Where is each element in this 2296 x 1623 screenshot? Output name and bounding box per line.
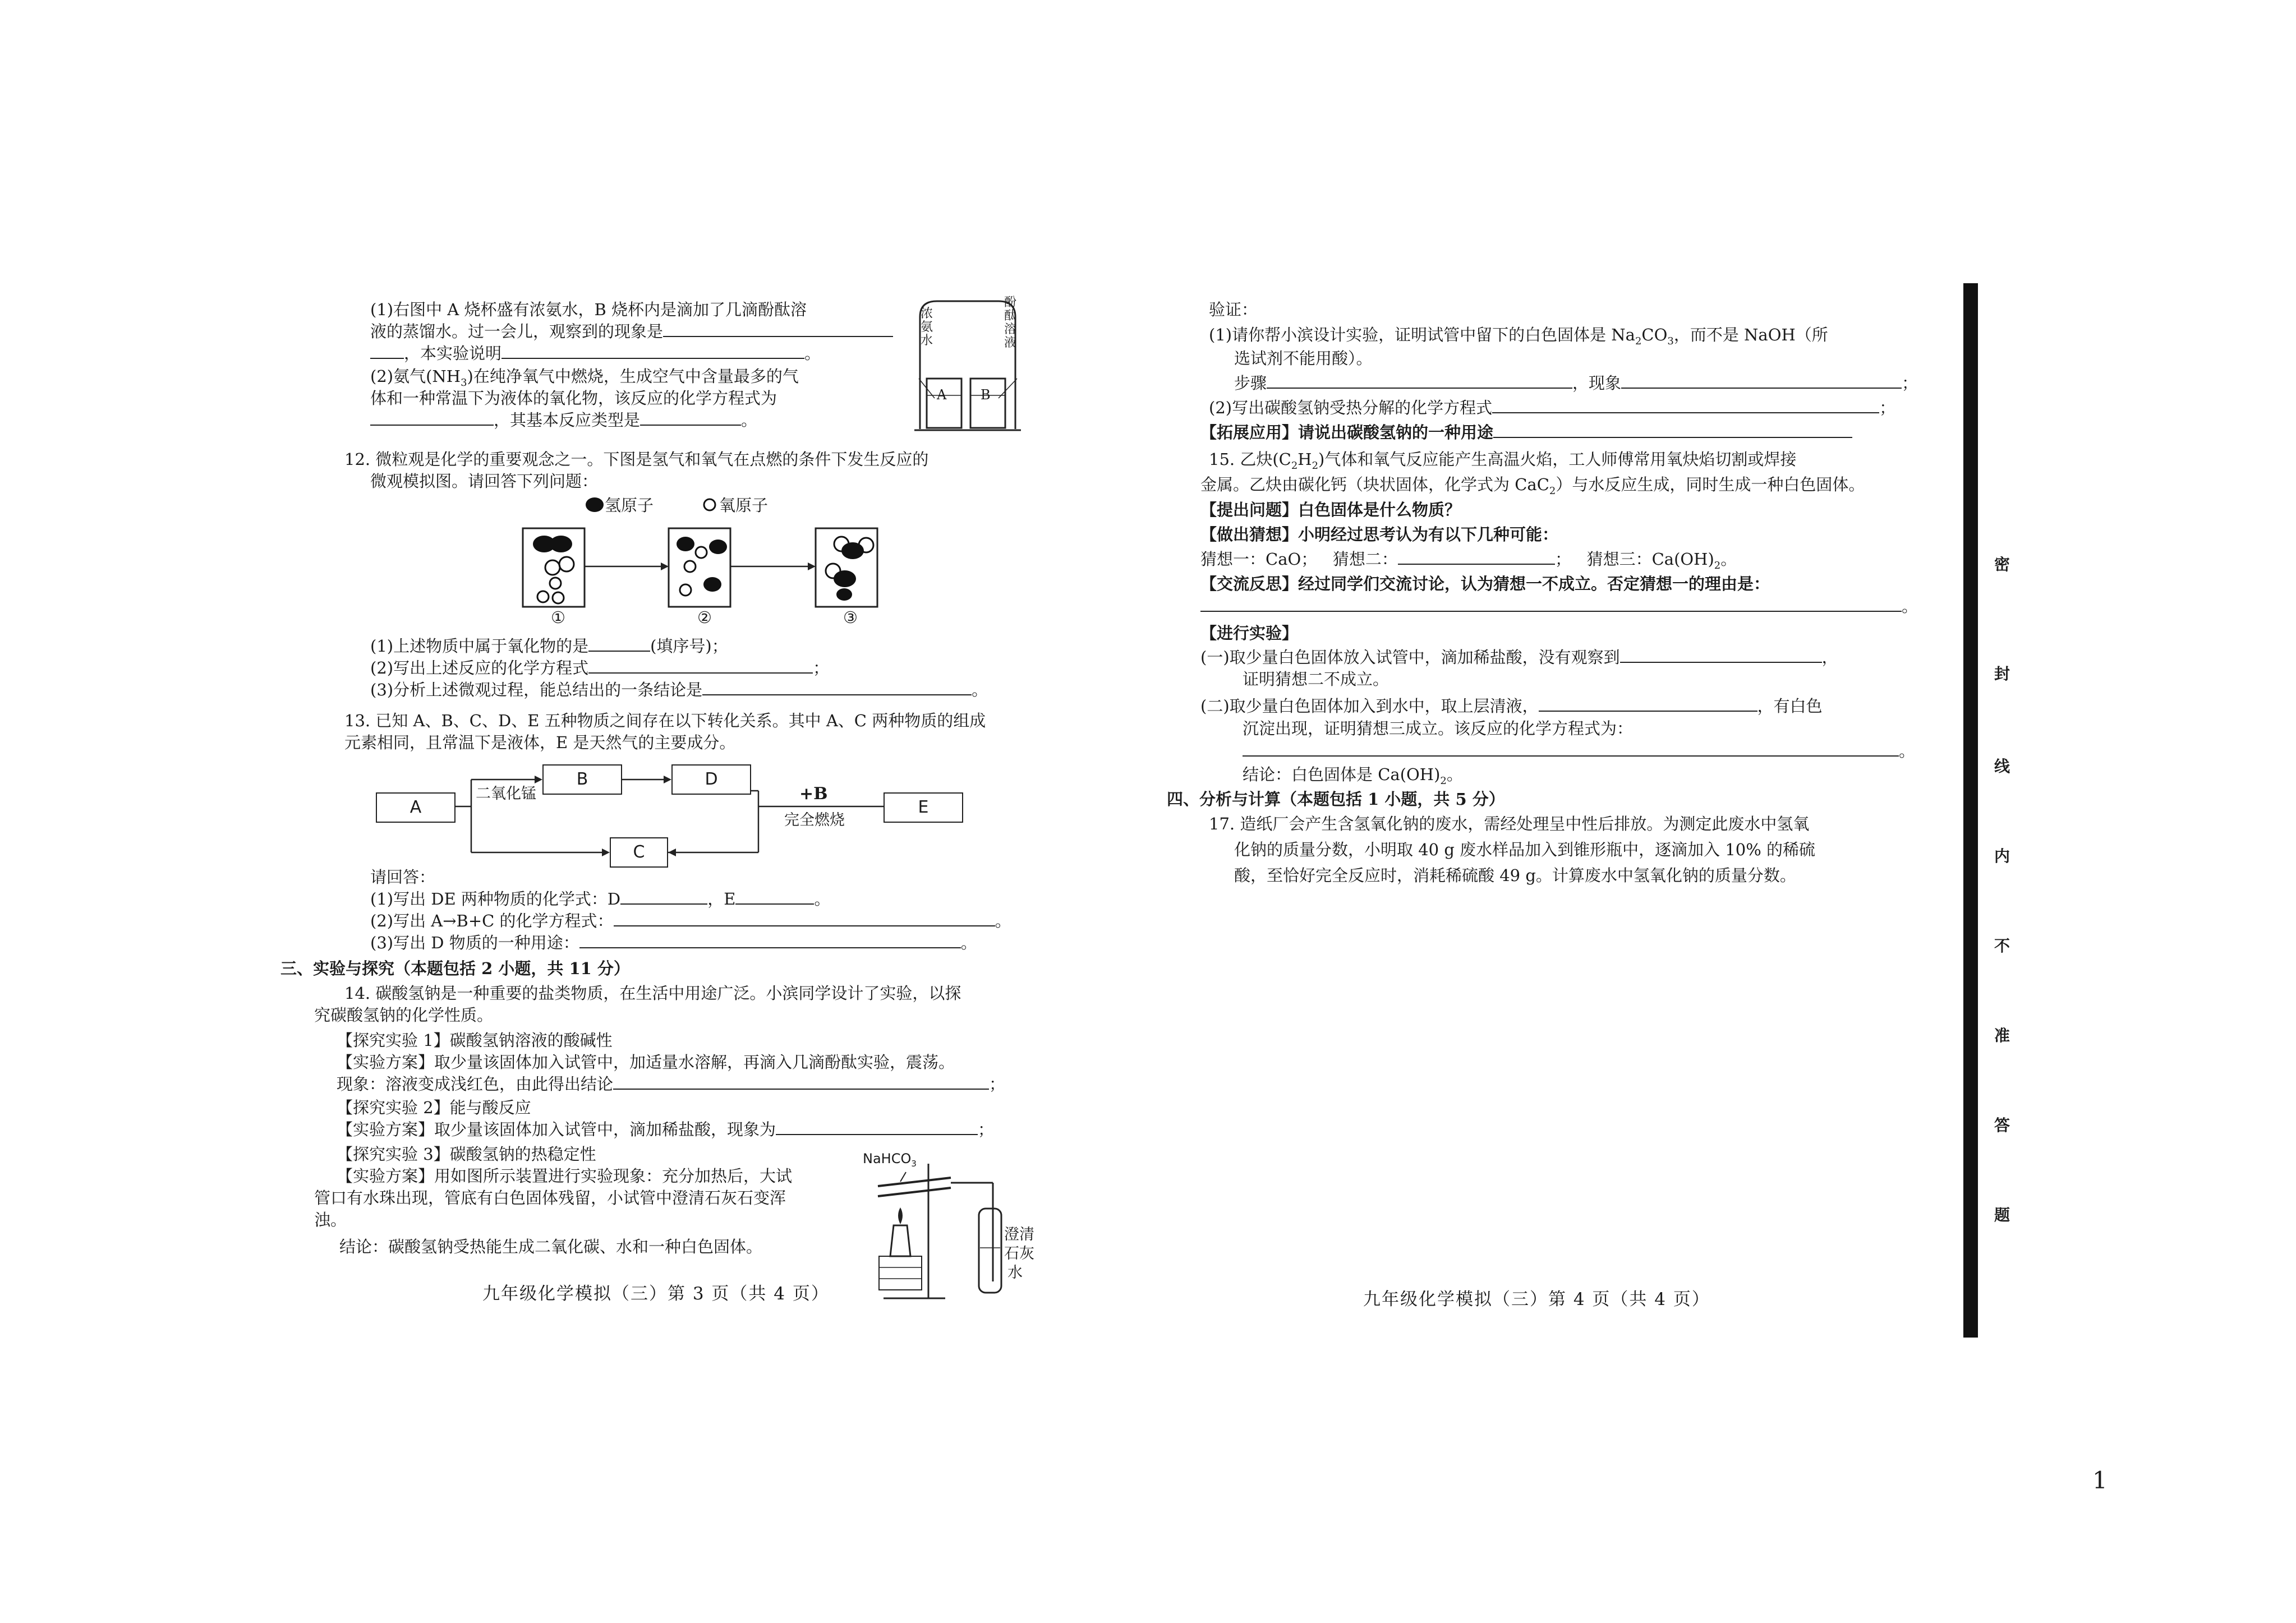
q15-hypothesis: 【做出猜想】小明经过思考认为有以下几种可能：	[1200, 525, 1559, 544]
verify-sub2: (2)写出碳酸氢钠受热分解的化学方程式 ；	[1209, 398, 1896, 417]
verify-sub1-line1: (1)请你帮小滨设计实验，证明试管中留下的白色固体是 $Na_2CO_3$，而不是 NaOH（所	[1209, 325, 1828, 347]
q15-exp2-blank: 。	[1243, 740, 1915, 762]
extension-use: 【拓展应用】请说出碳酸氢钠的一种用途	[1200, 422, 1852, 444]
q11-part1-line2: 液的蒸馏水。过一会儿，观察到的现象是	[370, 321, 893, 343]
diagram-num-2: ②	[697, 608, 712, 627]
box-b: B	[542, 764, 622, 795]
q12-sub3: (3)分析上述微观过程，能总结出的一条结论是 。	[370, 680, 988, 699]
verify-heading: 验证：	[1209, 300, 1258, 319]
q15-exp2-line2: 沉淀出现，证明猜想三成立。该反应的化学方程式为：	[1243, 719, 1634, 738]
q14-exp1-plan: 【实验方案】取少量该固体加入试管中，加适量水溶解，再滴入几滴酚酞实验，震荡。	[337, 1053, 955, 1072]
q14-exp1-title: 【探究实验 1】碳酸氢钠溶液的酸碱性	[337, 1031, 613, 1050]
catalyst-label: 二氧化锰	[476, 785, 536, 803]
q14-exp3-title: 【探究实验 3】碳酸氢钠的热稳定性	[337, 1145, 596, 1164]
verify-sub1-line2: 选试剂不能用酸）。	[1234, 349, 1373, 368]
left-page-footer: 九年级化学模拟（三）第 3 页（共 4 页）	[482, 1284, 830, 1304]
q15-do-experiment: 【进行实验】	[1200, 624, 1299, 643]
q17-line2: 化钠的质量分数，小明取 40 g 废水样品加入到锥形瓶中，逐滴加入 10% 的稀硫	[1234, 840, 1816, 859]
q13-sub2: (2)写出 A→B+C 的化学方程式： 。	[370, 911, 1011, 930]
fig-label-limewater-3: 水	[1007, 1264, 1023, 1281]
fig-label-limewater-1: 澄清	[1004, 1226, 1034, 1243]
q17-line1: 17. 造纸厂会产生含氢氧化钠的废水，需经处理呈中性后排放。为测定此废水中氢氧	[1209, 814, 1810, 833]
fig-label-b: B	[981, 387, 991, 403]
seal-char-2: 封	[1994, 665, 2010, 683]
q14-stem-line1: 14. 碳酸氢钠是一种重要的盐类物质，在生活中用途广泛。小滨同学设计了实验，以探	[344, 984, 961, 1003]
verify-sub1-line3: 步骤 ，现象 ；	[1234, 374, 1918, 393]
q17-line3: 酸，至恰好完全反应时，消耗稀硫酸 49 g。计算废水中氢氧化钠的质量分数。	[1234, 866, 1796, 885]
q15-exp2-line1: (二)取少量白色固体加入到水中，取上层清液， ，有白色	[1200, 697, 1823, 716]
fig-label-phenolphthalein: 酚酞溶液	[1004, 296, 1017, 350]
seal-char-4: 内	[1994, 847, 2010, 865]
page-number: 1	[2092, 1467, 2108, 1494]
burn-label: 完全燃烧	[784, 811, 845, 829]
q14-exp1-result: 现象：溶液变成浅红色，由此得出结论 ；	[337, 1075, 1006, 1094]
q11-part2-line1: (2)氨气$(NH_3)$在纯净氧气中燃烧，生成空气中含量最多的气	[370, 367, 799, 389]
seal-char-8: 题	[1994, 1206, 2010, 1224]
q12-sub2: (2)写出上述反应的化学方程式 ；	[370, 658, 830, 677]
seal-char-1: 密	[1994, 555, 2010, 574]
q15-reflection-blank: 。	[1200, 596, 1918, 617]
seal-bar	[1963, 283, 1978, 1338]
diagram-num-1: ①	[551, 608, 565, 627]
box-e: E	[884, 792, 963, 823]
seal-char-7: 答	[1994, 1116, 2010, 1135]
q12-stem-line2: 微观模拟图。请回答下列问题：	[370, 472, 599, 491]
legend-oxygen: 氧原子	[719, 496, 769, 515]
q15-exp1-line2: 证明猜想二不成立。	[1243, 670, 1389, 689]
fig-label-a: A	[937, 387, 947, 403]
q13-sub3: (3)写出 D 物质的一种用途： 。	[370, 933, 977, 952]
seal-char-6: 准	[1994, 1026, 2010, 1045]
q11-part2-line3: ，其基本反应类型是 。	[370, 409, 757, 431]
legend-hydrogen: 氢原子	[605, 496, 654, 515]
q13-stem-line1: 13. 已知 A、B、C、D、E 五种物质之间存在以下转化关系。其中 A、C 两种物质的组成	[344, 711, 986, 730]
box-c: C	[610, 837, 668, 868]
q11-part1-line1: (1)右图中 A 烧杯盛有浓氨水，B 烧杯内是滴加了几滴酚酞溶	[370, 300, 807, 319]
section-3-heading: 三、实验与探究（本题包括 2 小题，共 11 分）	[280, 959, 630, 978]
fig-label-ammonia: 浓氨水	[921, 307, 933, 348]
diagram-num-3: ③	[843, 608, 858, 627]
q15-guesses: 猜想一：CaO； 猜想二： ； 猜想三：$Ca(OH)_2$。	[1200, 550, 1737, 571]
q11-part1-line3: ，本实验说明 。	[370, 343, 821, 365]
q13-ask: 请回答：	[370, 868, 436, 887]
seal-char-5: 不	[1994, 937, 2010, 955]
q14-exp3-plan-line3: 浊。	[314, 1210, 347, 1229]
q14-conclusion: 结论：碳酸氢钠受热能生成二氧化碳、水和一种白色固体。	[339, 1237, 763, 1256]
q14-stem-line2: 究碳酸氢钠的化学性质。	[314, 1006, 494, 1025]
micro-model-diagram	[522, 522, 903, 611]
q13-stem-line2: 元素相同，且常温下是液体，E 是天然气的主要成分。	[344, 733, 736, 752]
q15-conclusion: 结论：白色固体是 $Ca(OH)_2$。	[1243, 765, 1463, 787]
box-a: A	[376, 792, 455, 823]
section-4-heading: 四、分析与计算（本题包括 1 小题，共 5 分）	[1167, 790, 1505, 809]
q15-stem-line1: 15. 乙炔$(C_2H_2)$气体和氧气反应能产生高温火焰，工人师傅常用氧炔焰切割或焊接	[1209, 450, 1797, 472]
fig-label-limewater-2: 石灰	[1004, 1245, 1034, 1262]
fig-label-nahco3: NaHCO$_3$	[863, 1151, 917, 1169]
q15-reflection: 【交流反思】经过同学们交流讨论，认为猜想一不成立。否定猜想一的理由是：	[1200, 574, 1770, 593]
q15-stem-line2: 金属。乙炔由碳化钙（块状固体，化学式为 CaC$_2$）与水反应生成，同时生成一种白色固体。	[1200, 475, 1865, 497]
q14-exp2-title: 【探究实验 2】能与酸反应	[337, 1098, 531, 1117]
q14-exp3-plan-line1: 【实验方案】用如图所示装置进行实验现象：充分加热后，大试	[337, 1166, 793, 1186]
q11-part2-line2: 体和一种常温下为液体的氧化物，该反应的化学方程式为	[370, 389, 777, 408]
q15-question: 【提出问题】白色固体是什么物质？	[1200, 500, 1461, 519]
q13-sub1: (1)写出 DE 两种物质的化学式：D ，E 。	[370, 889, 831, 909]
box-d: D	[671, 764, 751, 795]
seal-char-3: 线	[1994, 757, 2010, 776]
q14-exp2-plan: 【实验方案】取少量该固体加入试管中，滴加稀盐酸，现象为 ；	[337, 1120, 995, 1139]
q12-sub1: (1)上述物质中属于氧化物的是 (填序号)；	[370, 637, 728, 656]
q15-exp1-line1: (一)取少量白色固体放入试管中，滴加稀盐酸，没有观察到 ，	[1200, 648, 1838, 667]
plus-b-label: +B	[799, 784, 828, 804]
q12-stem-line1: 12. 微粒观是化学的重要观念之一。下图是氢气和氧气在点燃的条件下发生反应的	[344, 450, 929, 469]
right-page-footer: 九年级化学模拟（三）第 4 页（共 4 页）	[1363, 1289, 1710, 1310]
q14-exp3-plan-line2: 管口有水珠出现，管底有白色固体残留，小试管中澄清石灰石变浑	[314, 1188, 786, 1207]
